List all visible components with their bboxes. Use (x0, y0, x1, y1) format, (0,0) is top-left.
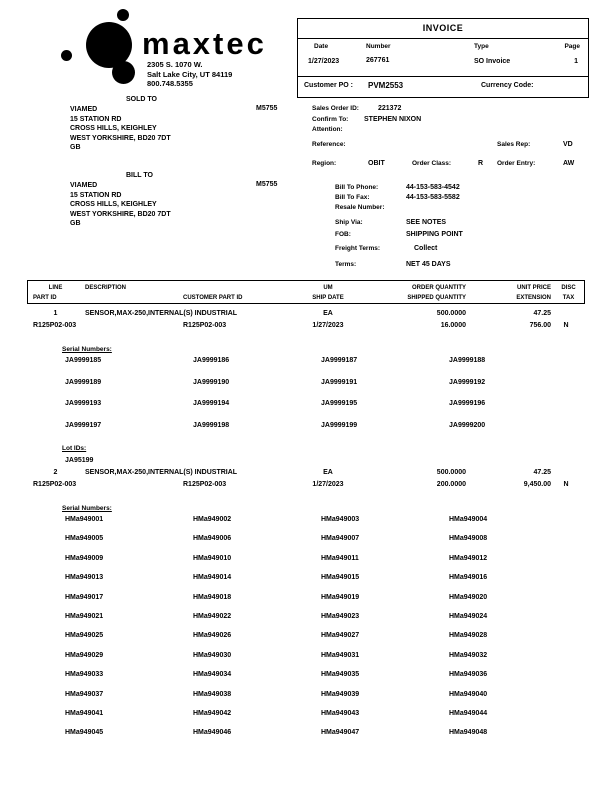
serial-number: HMa949026 (193, 632, 232, 640)
serial-number: HMa949018 (193, 593, 232, 601)
serial-number: HMa949021 (65, 612, 104, 620)
ship-via-value: SEE NOTES (406, 219, 447, 226)
serial-number: JA9999192 (449, 378, 486, 386)
serial-number: HMa949038 (193, 690, 232, 698)
invoice-header-box (297, 18, 589, 98)
logo-circle-top (117, 9, 129, 21)
serial-number: JA9999189 (65, 378, 102, 386)
serial-number: JA95199 (65, 457, 94, 464)
line-item-2-row-2 (28, 481, 585, 488)
serial-number: JA9999197 (65, 421, 102, 429)
serial-number: HMa949030 (193, 651, 232, 659)
serial-number: HMa949031 (321, 651, 360, 659)
invoice-page-number: 1 (574, 58, 578, 65)
invoice-number: 267761 (366, 57, 390, 64)
serial-number: HMa949042 (193, 709, 232, 717)
bill-to-label: BILL TO (126, 172, 153, 179)
serial-number: HMa949004 (449, 516, 488, 523)
item-unit-price: 47.25 (533, 310, 551, 317)
serial-number: HMa949045 (65, 729, 104, 737)
lot-ids-label: Lot IDs: (62, 445, 87, 452)
serial-number: HMa949029 (65, 651, 104, 659)
page-label: Page (564, 43, 580, 50)
freight-terms-value: Collect (414, 245, 438, 252)
item-customer-part-id: R125P02-003 (183, 481, 227, 488)
bill-to-account-code: M5755 (256, 181, 278, 188)
line-item-1-row-2 (28, 322, 585, 329)
freight-terms-label: Freight Terms: (335, 245, 381, 252)
sales-rep-label: Sales Rep: (497, 141, 531, 148)
resale-number-label: Resale Number: (335, 204, 385, 211)
item-customer-part-id: R125P02-003 (183, 322, 227, 329)
item-shipped-qty: 16.0000 (440, 322, 466, 329)
line-item-1-row-1 (28, 310, 585, 317)
region-label: Region: (312, 160, 337, 167)
sold-to-name: VIAMED (70, 106, 98, 113)
serial-number: HMa949044 (449, 709, 488, 717)
serial-number: HMa949016 (449, 574, 488, 582)
col-shipped-qty: SHIPPED QUANTITY (407, 295, 466, 301)
sales-order-id-label: Sales Order ID: (312, 105, 359, 112)
serial-numbers-grid-item-2 (65, 516, 577, 749)
item-um: EA (323, 469, 333, 476)
serial-number: HMa949005 (65, 535, 104, 543)
item-description: SENSOR,MAX-250,INTERNAL(S) INDUSTRIAL (85, 469, 238, 476)
bill-to-country: GB (70, 220, 81, 228)
customer-po-value: PVM2553 (368, 81, 404, 90)
serial-number: HMa949027 (321, 632, 360, 640)
serial-number: HMa949032 (449, 651, 488, 659)
brand-name: maxtec (142, 26, 267, 61)
invoice-type: SO Invoice (474, 58, 511, 65)
bill-to-address (70, 181, 171, 229)
fob-value: SHIPPING POINT (406, 231, 463, 238)
serial-number: HMa949048 (449, 729, 488, 737)
item-order-qty: 500.0000 (436, 469, 466, 476)
bill-to-phone-value: 44-153-583-4542 (406, 184, 460, 191)
serial-number: HMa949002 (193, 516, 232, 523)
item-part-id: R125P02-003 (33, 322, 77, 329)
number-label: Number (366, 43, 391, 50)
fob-label: FOB: (335, 231, 351, 238)
bill-to-phone-label: Bill To Phone: (335, 184, 379, 191)
customer-po-label: Customer PO : (304, 82, 354, 89)
serial-number: HMa949043 (321, 709, 360, 717)
col-customer-part-id: CUSTOMER PART ID (183, 295, 243, 301)
item-order-qty: 500.0000 (436, 310, 466, 317)
serial-numbers-label: Serial Numbers: (62, 346, 112, 353)
line-items-header (27, 280, 585, 304)
sales-rep-value: VD (563, 141, 573, 148)
serial-number: JA9999187 (321, 357, 358, 364)
serial-number: HMa949011 (321, 554, 359, 562)
serial-number: HMa949033 (65, 671, 104, 679)
item-tax: N (563, 322, 569, 329)
terms-label: Terms: (335, 261, 357, 268)
serial-numbers-label: Serial Numbers: (62, 505, 112, 512)
item-line-number: 1 (53, 310, 58, 317)
sold-to-account-code: M5755 (256, 105, 278, 112)
logo-circle-left (61, 50, 72, 61)
order-entry-label: Order Entry: (497, 160, 536, 167)
col-order-qty: ORDER QUANTITY (412, 285, 466, 291)
serial-number: HMa949035 (321, 671, 360, 679)
serial-number: HMa949015 (321, 574, 360, 582)
serial-number: JA9999199 (321, 421, 358, 429)
serial-number: HMa949025 (65, 632, 104, 640)
sold-to-line2: CROSS HILLS, KEIGHLEY (70, 125, 157, 133)
bill-to-fax-label: Bill To Fax: (335, 194, 370, 201)
order-entry-value: AW (563, 160, 575, 167)
invoice-date: 1/27/2023 (308, 58, 340, 65)
col-um: UM (323, 285, 333, 291)
col-part-id: PART ID (33, 295, 57, 301)
sold-to-address (70, 105, 171, 153)
col-unit-price: UNIT PRICE (516, 285, 551, 291)
serial-number: HMa949009 (65, 554, 104, 562)
company-address (147, 60, 232, 89)
order-class-label: Order Class: (412, 160, 452, 167)
serial-number: JA9999193 (65, 400, 102, 407)
serial-number: HMa949014 (193, 574, 232, 582)
reference-label: Reference: (312, 141, 346, 148)
item-extension: 9,450.00 (523, 481, 551, 488)
item-tax: N (563, 481, 569, 488)
serial-number: HMa949040 (449, 690, 488, 698)
item-um: EA (323, 310, 333, 317)
serial-number: JA9999198 (193, 421, 230, 429)
col-disc: DISC (561, 285, 576, 291)
line-item-2-row-1 (28, 469, 585, 476)
col-line: LINE (48, 285, 63, 291)
lot-ids-grid (65, 457, 577, 464)
item-line-number: 2 (53, 469, 58, 476)
invoice-title: INVOICE (298, 19, 588, 39)
ship-via-label: Ship Via: (335, 219, 363, 226)
order-class-value: R (478, 160, 484, 167)
sold-to-country: GB (70, 144, 81, 152)
col-tax: TAX (562, 295, 575, 301)
serial-number: HMa949028 (449, 632, 488, 640)
logo-circle-bottom (112, 61, 135, 84)
col-description: DESCRIPTION (85, 285, 127, 291)
company-phone: 800.748.5355 (147, 79, 193, 88)
bill-to-line1: 15 STATION RD (70, 191, 122, 199)
region-value: OBIT (368, 160, 385, 167)
serial-number: JA9999194 (193, 400, 230, 407)
serial-number: JA9999186 (193, 357, 230, 364)
serial-number: HMa949020 (449, 593, 488, 601)
terms-value: NET 45 DAYS (406, 261, 451, 268)
serial-number: JA9999185 (65, 357, 102, 364)
serial-number: HMa949013 (65, 574, 104, 582)
serial-number: JA9999191 (321, 378, 358, 386)
serial-number: HMa949019 (321, 593, 360, 601)
serial-number: HMa949008 (449, 535, 488, 543)
company-address-line2: Salt Lake City, UT 84119 (147, 69, 233, 79)
currency-code-label: Currency Code: (481, 82, 534, 89)
item-ship-date: 1/27/2023 (312, 481, 344, 488)
serial-number: JA9999200 (449, 421, 486, 429)
serial-number: HMa949001 (65, 516, 104, 523)
serial-number: HMa949046 (193, 729, 232, 737)
col-extension: EXTENSION (516, 295, 551, 301)
company-address-line1: 2305 S. 1070 W. (147, 60, 203, 69)
serial-number: HMa949006 (193, 535, 232, 543)
date-label: Date (314, 43, 329, 50)
serial-number: HMa949034 (193, 671, 232, 679)
serial-number: HMa949010 (193, 554, 232, 562)
serial-number: HMa949017 (65, 593, 104, 601)
sales-order-id-value: 221372 (378, 105, 402, 112)
serial-number: JA9999196 (449, 400, 486, 407)
sold-to-label: SOLD TO (126, 96, 157, 103)
serial-number: JA9999188 (449, 357, 486, 364)
item-shipped-qty: 200.0000 (436, 481, 466, 488)
col-ship-date: SHIP DATE (312, 295, 344, 301)
bill-to-line3: WEST YORKSHIRE, BD20 7DT (70, 210, 171, 218)
serial-number: JA9999195 (321, 400, 358, 407)
serial-numbers-grid-item-1 (65, 357, 577, 443)
serial-number: JA9999190 (193, 378, 230, 386)
serial-number: HMa949041 (65, 709, 104, 717)
confirm-to-value: STEPHEN NIXON (364, 115, 422, 123)
item-part-id: R125P02-003 (33, 481, 77, 488)
serial-number: HMa949003 (321, 516, 360, 523)
type-label: Type (474, 43, 489, 50)
bill-to-line2: CROSS HILLS, KEIGHLEY (70, 201, 157, 209)
serial-number: HMa949037 (65, 690, 104, 698)
sold-to-line3: WEST YORKSHIRE, BD20 7DT (70, 134, 171, 142)
serial-number: HMa949024 (449, 612, 488, 620)
confirm-to-label: Confirm To: (312, 115, 349, 123)
bill-to-name: VIAMED (70, 182, 98, 189)
serial-number: HMa949039 (321, 690, 360, 698)
serial-number: HMa949007 (321, 535, 360, 543)
item-ship-date: 1/27/2023 (312, 322, 344, 329)
attention-label: Attention: (312, 126, 343, 133)
serial-number: HMa949047 (321, 729, 360, 737)
bill-to-fax-value: 44-153-583-5582 (406, 194, 460, 201)
serial-number: HMa949023 (321, 612, 360, 620)
sold-to-line1: 15 STATION RD (70, 115, 122, 123)
serial-number: HMa949022 (193, 612, 232, 620)
item-extension: 756.00 (529, 322, 551, 329)
item-description: SENSOR,MAX-250,INTERNAL(S) INDUSTRIAL (85, 310, 238, 317)
serial-number: HMa949036 (449, 671, 488, 679)
item-unit-price: 47.25 (533, 469, 551, 476)
serial-number: HMa949012 (449, 554, 488, 562)
